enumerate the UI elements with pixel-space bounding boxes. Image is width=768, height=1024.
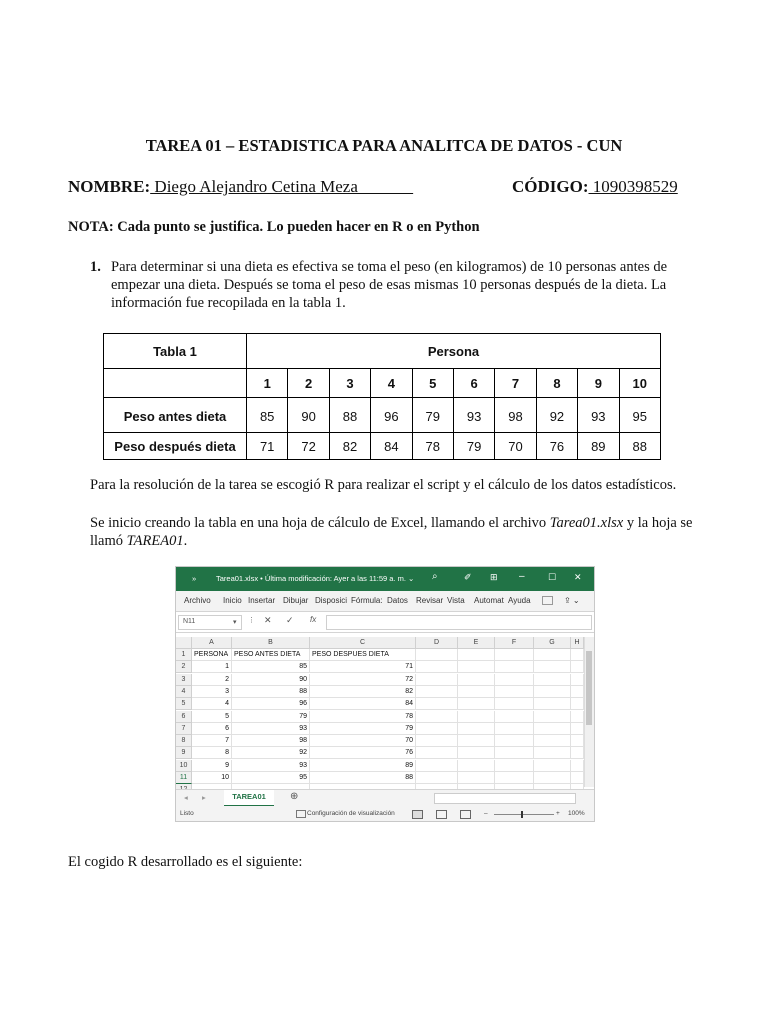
code-line (512, 177, 678, 197)
excel-screenshot (175, 566, 595, 822)
table-cell: 76 (536, 433, 577, 460)
ribbon-tab[interactable]: Datos (387, 596, 408, 605)
row-label: Peso después dieta (104, 433, 247, 460)
fx-icon[interactable]: fx (310, 615, 317, 624)
check-icon[interactable]: ✓ (286, 615, 294, 625)
spreadsheet-cell[interactable]: PESO ANTES DIETA (232, 649, 310, 661)
spreadsheet-cell[interactable]: 98 (232, 735, 310, 747)
spreadsheet-cell[interactable]: 72 (310, 674, 416, 686)
spreadsheet-cell[interactable] (458, 686, 495, 698)
table-row (104, 433, 661, 460)
spreadsheet-cell[interactable] (495, 686, 534, 698)
row-header[interactable]: 9 (176, 747, 192, 759)
spreadsheet-cell[interactable] (571, 698, 584, 710)
status-bar (176, 806, 594, 821)
spreadsheet-cell[interactable] (534, 686, 571, 698)
spreadsheet-cell[interactable] (458, 711, 495, 723)
spreadsheet-cell[interactable]: PESO DESPUES DIETA (310, 649, 416, 661)
spreadsheet-cell[interactable]: 6 (192, 723, 232, 735)
row-header[interactable]: 10 (176, 760, 192, 772)
pen-icon[interactable]: ✐ (464, 572, 472, 582)
spreadsheet-cell[interactable] (571, 674, 584, 686)
spreadsheet-cell[interactable] (416, 760, 458, 772)
spreadsheet-cell[interactable] (458, 760, 495, 772)
page-layout-icon[interactable] (436, 810, 447, 819)
spreadsheet-cell[interactable] (495, 698, 534, 710)
close-icon[interactable]: ✕ (574, 572, 582, 582)
column-header[interactable]: D (416, 637, 458, 649)
table-cell: 89 (578, 433, 619, 460)
table-cell: 82 (329, 433, 370, 460)
excel-titlebar (176, 567, 594, 591)
column-header[interactable]: B (232, 637, 310, 649)
chevron-icon[interactable]: » (192, 574, 197, 583)
spreadsheet-cell[interactable] (416, 723, 458, 735)
spreadsheet-cell[interactable] (458, 661, 495, 673)
spreadsheet-cell[interactable] (571, 735, 584, 747)
table-caption: Tabla 1 (104, 334, 247, 369)
table-cell: 85 (247, 398, 288, 433)
search-icon[interactable]: ⌕ (432, 571, 438, 582)
spreadsheet-cell[interactable]: 88 (310, 772, 416, 784)
column-header[interactable]: A (192, 637, 232, 649)
spreadsheet-cell[interactable]: 82 (310, 686, 416, 698)
normal-view-icon[interactable] (412, 810, 423, 819)
spreadsheet-cell[interactable] (534, 723, 571, 735)
note: NOTA: Cada punto se justifica. Lo pueden hacer en R o en Python (68, 219, 480, 235)
spreadsheet-cell[interactable]: PERSONA (192, 649, 232, 661)
excel-ribbon (176, 591, 594, 612)
spreadsheet-cell[interactable] (571, 760, 584, 772)
ribbon-tab[interactable]: Revisar (416, 596, 444, 605)
zoom-slider-thumb[interactable] (521, 811, 523, 818)
zoom-in-icon[interactable]: + (556, 810, 560, 817)
column-header[interactable]: H (571, 637, 584, 649)
table-row (104, 398, 661, 433)
spreadsheet-cell[interactable]: 79 (310, 723, 416, 735)
paragraph-resolution: Para la resolución de la tarea se escogió R para realizar el script y el cálculo de los datos estadísticos. (90, 477, 677, 493)
column-header[interactable]: C (310, 637, 416, 649)
spreadsheet-cell[interactable] (534, 674, 571, 686)
spreadsheet-cell[interactable] (416, 698, 458, 710)
ribbon-display-icon[interactable]: ⊞ (490, 572, 498, 582)
spreadsheet-cell[interactable]: 88 (232, 686, 310, 698)
spreadsheet-cell[interactable]: 71 (310, 661, 416, 673)
person-header: 4 (371, 369, 412, 398)
share-icon[interactable]: ⇪ ⌄ (564, 596, 580, 605)
person-header: 10 (619, 369, 660, 398)
sheet-tabs (176, 789, 594, 806)
spreadsheet-cell[interactable] (416, 772, 458, 784)
column-header[interactable]: F (495, 637, 534, 649)
spreadsheet-cell[interactable]: 90 (232, 674, 310, 686)
row-header[interactable]: 5 (176, 698, 192, 710)
column-header[interactable]: G (534, 637, 571, 649)
spreadsheet-cell[interactable]: 84 (310, 698, 416, 710)
sheet-tab-tarea01[interactable]: TAREA01 (224, 790, 274, 807)
spreadsheet-cell[interactable] (495, 661, 534, 673)
spreadsheet-cell[interactable] (416, 747, 458, 759)
formula-bar (176, 612, 594, 633)
ribbon-tab[interactable]: Insertar (248, 596, 276, 605)
zoom-level: 100% (568, 810, 585, 817)
spreadsheet-cell[interactable]: 85 (232, 661, 310, 673)
ribbon-tab[interactable]: Disposici (315, 596, 348, 605)
table-1 (103, 333, 661, 460)
persons-row (104, 369, 661, 398)
spreadsheet-cell[interactable] (458, 698, 495, 710)
table-cell: 92 (536, 398, 577, 433)
ribbon-tab[interactable]: Dibujar (283, 596, 309, 605)
paragraph-excel (90, 514, 705, 550)
ribbon-tab[interactable]: Automat (474, 596, 504, 605)
status-config[interactable]: Configuración de visualización (307, 810, 395, 817)
person-header: 5 (412, 369, 453, 398)
spreadsheet-cell[interactable] (495, 649, 534, 661)
spreadsheet-cell[interactable]: 5 (192, 711, 232, 723)
person-header: 9 (578, 369, 619, 398)
spreadsheet-cell[interactable] (534, 735, 571, 747)
row-header[interactable]: 11 (176, 772, 192, 784)
table-cell: 78 (412, 433, 453, 460)
table-cell: 79 (453, 433, 494, 460)
window-title: Tarea01.xlsx • Última modificación: Ayer a las 11:59 a. m. ⌄ (216, 574, 415, 583)
table-cell: 88 (619, 433, 660, 460)
empty-cell (104, 369, 247, 398)
spreadsheet-cell[interactable]: 8 (192, 747, 232, 759)
spreadsheet-cell[interactable]: 1 (192, 661, 232, 673)
spreadsheet-cell[interactable]: 10 (192, 772, 232, 784)
table-cell: 88 (329, 398, 370, 433)
spreadsheet-cell[interactable]: 96 (232, 698, 310, 710)
maximize-icon[interactable]: ☐ (548, 572, 557, 582)
zoom-slider[interactable] (494, 814, 554, 815)
row-header[interactable]: 6 (176, 711, 192, 723)
name-value: Diego Alejandro Cetina Meza (150, 177, 414, 196)
display-settings-icon[interactable] (296, 810, 306, 818)
status-ready: Listo (180, 810, 194, 817)
item-text: Para determinar si una dieta es efectiva se toma el peso (en kilogramos) de 10 personas antes de empezar una dieta. Después se toma el peso de esas mismas 10 personas después de la dieta. La información fue recopilada en la tabla 1. (111, 259, 668, 311)
spreadsheet-cell[interactable] (416, 711, 458, 723)
spreadsheet-cell[interactable] (416, 674, 458, 686)
ribbon-tab[interactable]: Inicio (223, 596, 242, 605)
file-name: Tarea01.xlsx (549, 515, 624, 531)
spreadsheet-cell[interactable] (534, 661, 571, 673)
spreadsheet-cell[interactable]: 76 (310, 747, 416, 759)
sheet-name: TAREA01 (126, 533, 184, 549)
ribbon-tab[interactable]: Fórmula: (351, 596, 383, 605)
name-label: NOMBRE: (68, 177, 151, 196)
person-header: 7 (495, 369, 536, 398)
spreadsheet-cell[interactable] (458, 735, 495, 747)
spreadsheet-cell[interactable] (571, 711, 584, 723)
spreadsheet-cell[interactable]: 3 (192, 686, 232, 698)
spreadsheet-cell[interactable] (534, 649, 571, 661)
spreadsheet-cell[interactable] (416, 735, 458, 747)
spreadsheet-cell[interactable] (495, 747, 534, 759)
comment-icon[interactable] (542, 596, 553, 605)
name-line (68, 177, 413, 197)
person-header: 8 (536, 369, 577, 398)
prev-sheet-icon[interactable]: ◂ (184, 793, 188, 802)
row-header[interactable]: 3 (176, 674, 192, 686)
spreadsheet-cell[interactable] (495, 711, 534, 723)
spreadsheet-cell[interactable] (416, 661, 458, 673)
spreadsheet-cell[interactable] (571, 723, 584, 735)
spreadsheet-cell[interactable]: 2 (192, 674, 232, 686)
separator-icon: ⋮ (248, 617, 255, 624)
table-cell: 93 (453, 398, 494, 433)
table-cell: 98 (495, 398, 536, 433)
name-box-value: N11 (183, 618, 196, 625)
ribbon-tab[interactable]: Archivo (184, 596, 211, 605)
table-cell: 71 (247, 433, 288, 460)
spreadsheet-cell[interactable]: 9 (192, 760, 232, 772)
person-header: 1 (247, 369, 288, 398)
spreadsheet-cell[interactable] (495, 760, 534, 772)
item-number: 1. (90, 259, 101, 275)
row-header[interactable]: 7 (176, 723, 192, 735)
text-span: . (183, 533, 188, 549)
spreadsheet-cell[interactable] (458, 747, 495, 759)
spreadsheet-cell[interactable] (571, 686, 584, 698)
row-header[interactable]: 8 (176, 735, 192, 747)
person-header: 2 (288, 369, 329, 398)
add-sheet-icon[interactable]: ⊕ (290, 791, 299, 802)
spreadsheet-cell[interactable]: 4 (192, 698, 232, 710)
document-title: TAREA 01 – ESTADISTICA PARA ANALITCA DE DATOS - CUN (145, 136, 623, 155)
spreadsheet-cell[interactable] (495, 772, 534, 784)
spreadsheet-cell[interactable] (495, 674, 534, 686)
row-header[interactable]: 4 (176, 686, 192, 698)
table-cell: 95 (619, 398, 660, 433)
spreadsheet-cell[interactable]: 95 (232, 772, 310, 784)
table-cell: 90 (288, 398, 329, 433)
row-label: Peso antes dieta (104, 398, 247, 433)
select-all-corner[interactable] (176, 637, 192, 649)
text-span: y la hoja se llamó (90, 515, 693, 549)
spreadsheet-cell[interactable] (458, 723, 495, 735)
spreadsheet-cell[interactable] (416, 649, 458, 661)
row-header[interactable]: 1 (176, 649, 192, 661)
vertical-scrollbar[interactable] (584, 637, 594, 787)
table-group-header: Persona (247, 334, 661, 369)
spreadsheet-cell[interactable] (495, 735, 534, 747)
ribbon-tab[interactable]: Ayuda (508, 596, 531, 605)
cancel-icon[interactable]: ✕ (264, 615, 272, 625)
spreadsheet-cell[interactable]: 92 (232, 747, 310, 759)
spreadsheet-cell[interactable] (458, 772, 495, 784)
table-cell: 70 (495, 433, 536, 460)
spreadsheet-cell[interactable] (534, 760, 571, 772)
table-cell: 93 (578, 398, 619, 433)
page-break-icon[interactable] (460, 810, 471, 819)
text-span: Se inicio creando la tabla en una hoja de cálculo de Excel, llamando el archivo (90, 515, 550, 531)
spreadsheet-cell[interactable] (571, 747, 584, 759)
zoom-out-icon[interactable]: – (484, 810, 488, 817)
spreadsheet-cell[interactable] (571, 661, 584, 673)
spreadsheet-cell[interactable] (571, 649, 584, 661)
table-cell: 79 (412, 398, 453, 433)
minimize-icon[interactable]: – (519, 571, 525, 582)
spreadsheet-cell[interactable] (534, 698, 571, 710)
person-header: 6 (453, 369, 494, 398)
spreadsheet-cell[interactable] (571, 772, 584, 784)
name-box[interactable] (178, 615, 242, 630)
spreadsheet-cell[interactable] (534, 772, 571, 784)
spreadsheet-cell[interactable] (495, 723, 534, 735)
table-cell: 72 (288, 433, 329, 460)
next-sheet-icon[interactable]: ▸ (202, 793, 206, 802)
spreadsheet-cell[interactable]: 93 (232, 760, 310, 772)
spreadsheet-cell[interactable]: 70 (310, 735, 416, 747)
closing-text: El cogido R desarrollado es el siguiente: (68, 854, 303, 870)
spreadsheet-cell[interactable] (458, 649, 495, 661)
spreadsheet-cell[interactable] (534, 747, 571, 759)
scrollbar-thumb[interactable] (586, 651, 592, 725)
spreadsheet-cell[interactable]: 89 (310, 760, 416, 772)
table-cell: 96 (371, 398, 412, 433)
spreadsheet-cell[interactable] (416, 686, 458, 698)
horizontal-scrollbar[interactable] (434, 793, 576, 804)
spreadsheet-cell[interactable]: 78 (310, 711, 416, 723)
spreadsheet-cell[interactable] (534, 711, 571, 723)
person-header: 3 (329, 369, 370, 398)
spreadsheet-cell[interactable]: 79 (232, 711, 310, 723)
ribbon-tab[interactable]: Vista (447, 596, 465, 605)
formula-input[interactable] (326, 615, 592, 630)
spreadsheet-cell[interactable] (458, 674, 495, 686)
code-value: 1090398529 (588, 177, 678, 196)
table-cell: 84 (371, 433, 412, 460)
column-header[interactable]: E (458, 637, 495, 649)
dropdown-icon: ▾ (233, 619, 237, 626)
code-label: CÓDIGO: (512, 177, 589, 196)
spreadsheet-cell[interactable]: 93 (232, 723, 310, 735)
row-header[interactable]: 2 (176, 661, 192, 673)
spreadsheet-cell[interactable]: 7 (192, 735, 232, 747)
